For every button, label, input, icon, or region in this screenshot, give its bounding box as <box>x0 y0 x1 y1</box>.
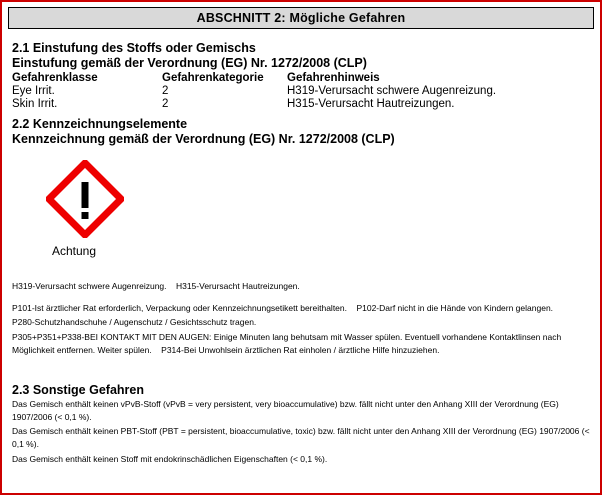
table-row <box>12 98 590 111</box>
classification-table <box>12 72 590 111</box>
pictogram-container <box>46 160 590 258</box>
table-row <box>12 85 590 98</box>
signal-word: Achtung <box>52 244 97 258</box>
subheading-2-2: Kennzeichnung gemäß der Verordnung (EG) Nr. 1272/2008 (CLP) <box>12 132 395 146</box>
hazard-statements-block <box>12 280 590 357</box>
heading-2-1: 2.1 Einstufung des Stoffs oder Gemischs <box>12 41 256 55</box>
cell-hazard-category: 2 <box>162 98 169 110</box>
other-hazards-paragraph-pbt: Das Gemisch enthält keinen PBT-Stoff (PBT = persistent, bioaccumulative, toxic) bzw. fällt nicht unter den Anhang XIII der Verordnung (EG) 1907/2006 (< 0,1 %). <box>12 426 590 450</box>
column-header-hazard-statement: Gefahrenhinweis <box>287 72 380 84</box>
hazard-statements-line <box>12 280 590 293</box>
other-hazards-block <box>12 398 590 466</box>
cell-hazard-class: Eye Irrit. <box>12 85 55 97</box>
heading-2-3: 2.3 Sonstige Gefahren <box>12 382 144 397</box>
other-hazards-paragraph-endocrine: Das Gemisch enthält keinen Stoff mit endokrinschädlichen Eigenschaften (< 0,1 %). <box>12 453 328 464</box>
precautionary-line-3 <box>12 331 590 357</box>
precautionary-statement-p101: P101-Ist ärztlicher Rat erforderlich, Verpackung oder Kennzeichnungsetikett bereithalten. <box>12 303 347 314</box>
document-body <box>2 29 600 466</box>
cell-hazard-category: 2 <box>162 85 169 97</box>
precautionary-statement-p280: P280-Schutzhandschuhe / Augenschutz / Gesichtsschutz tragen. <box>12 317 257 328</box>
cell-hazard-class: Skin Irrit. <box>12 98 58 110</box>
column-header-hazard-class: Gefahrenklasse <box>12 72 98 84</box>
precautionary-statement-p305: P305+P351+P338-BEI KONTAKT MIT DEN AUGEN: Einige Minuten lang behutsam mit Wasser spülen. Eventuell vorhandene Kontaktlinsen nach Möglichkeit entfernen. Weiter spülen. <box>12 331 562 355</box>
other-hazards-paragraph-vpvb: Das Gemisch enthält keinen vPvB-Stoff (vPvB = very persistent, very bioaccumulative) bzw. fällt nicht unter den Anhang XIII der Verordnung (EG) 1907/2006 (< 0,1 %). <box>12 398 559 422</box>
table-header-row <box>12 72 590 85</box>
precautionary-statement-p102: P102-Darf nicht in die Hände von Kindern gelangen. <box>356 303 554 314</box>
hazard-statement-h315: H315-Verursacht Hautreizungen. <box>175 281 300 291</box>
hazard-statement-h319: H319-Verursacht schwere Augenreizung. <box>12 281 167 291</box>
cell-hazard-statement: H315-Verursacht Hautreizungen. <box>287 98 455 110</box>
column-header-hazard-category: Gefahrenkategorie <box>162 72 264 84</box>
heading-2-2: 2.2 Kennzeichnungselemente <box>12 117 188 131</box>
precautionary-statement-p314: P314-Bei Unwohlsein ärztlichen Rat einholen / ärztliche Hilfe hinzuziehen. <box>161 344 440 355</box>
spacer <box>12 294 590 302</box>
section-header: ABSCHNITT 2: Mögliche Gefahren <box>8 7 594 29</box>
cell-hazard-statement: H319-Verursacht schwere Augenreizung. <box>287 85 497 97</box>
precautionary-line-1 <box>12 302 590 315</box>
ghs07-exclamation-mark-icon <box>46 160 124 238</box>
subheading-2-1: Einstufung gemäß der Verordnung (EG) Nr. 1272/2008 (CLP) <box>12 56 367 70</box>
precautionary-line-2 <box>12 316 590 329</box>
